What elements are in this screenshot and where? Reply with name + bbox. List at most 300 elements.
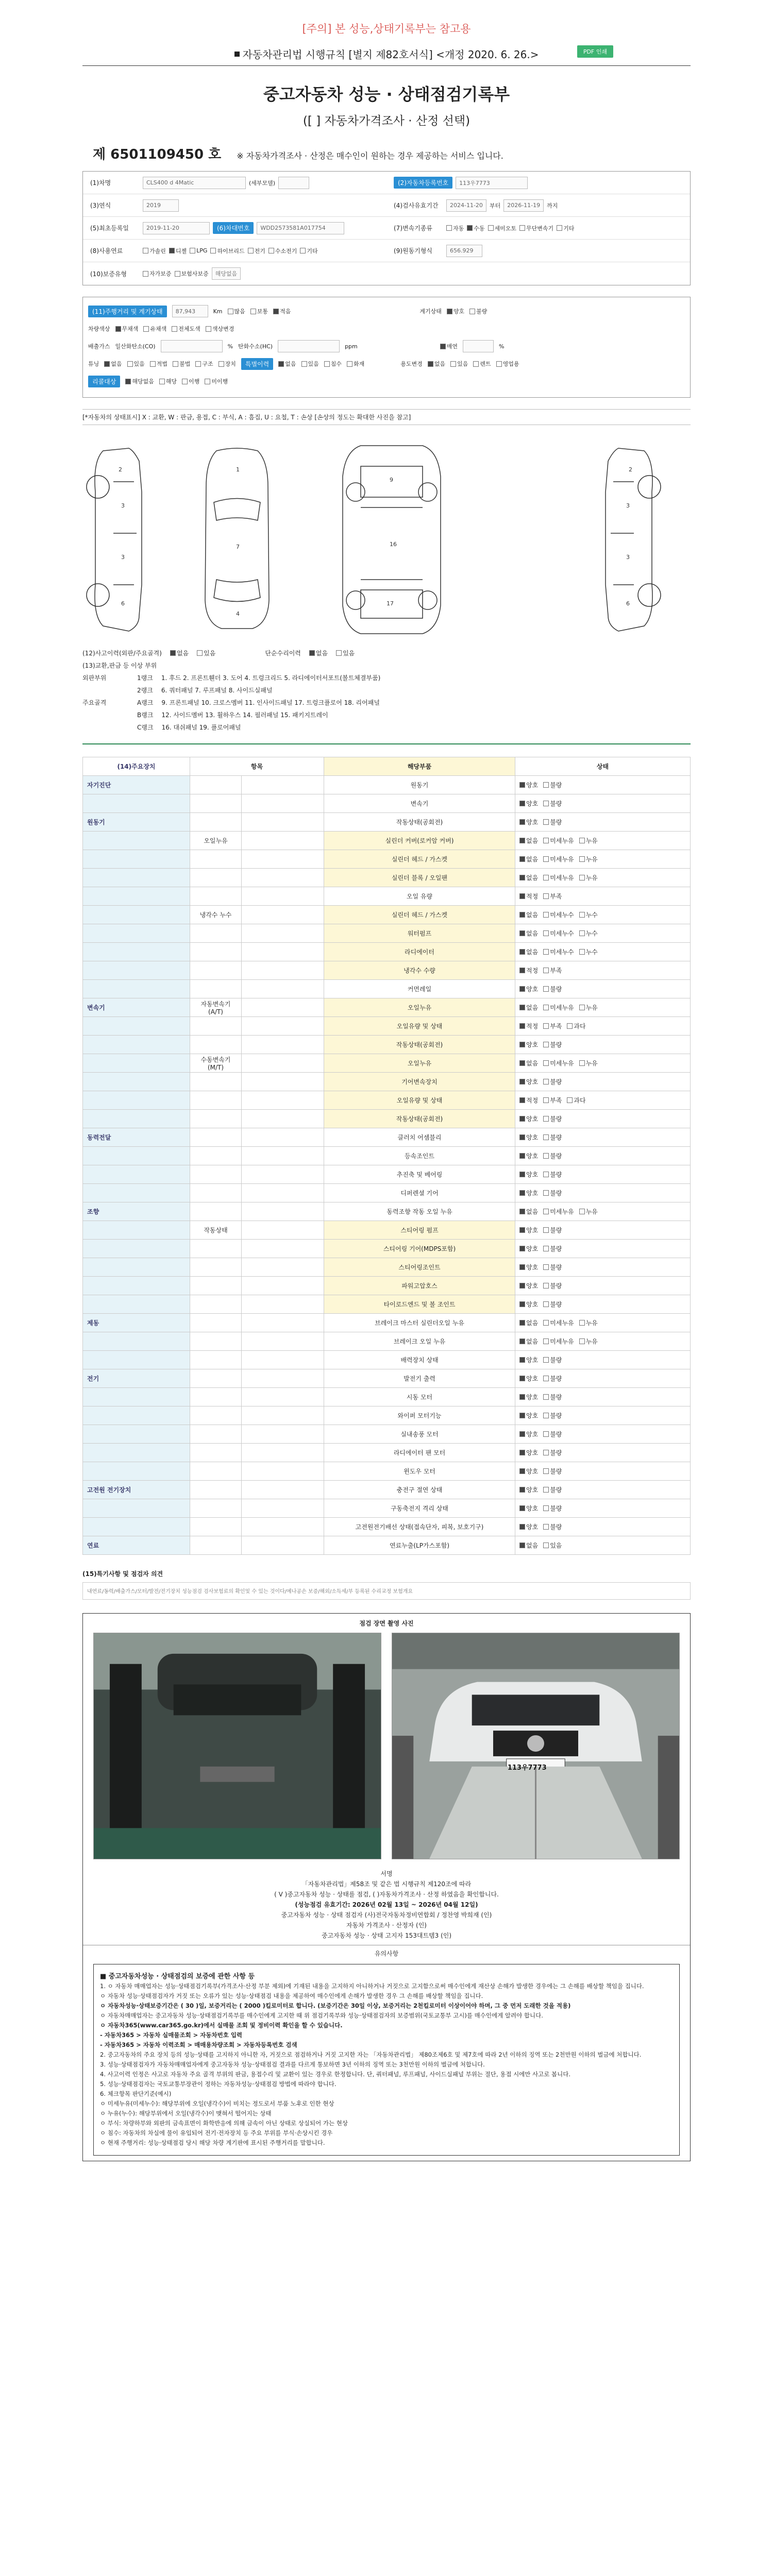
checkbox-checked-icon — [519, 930, 525, 936]
status-option[interactable] — [543, 819, 562, 826]
status-option[interactable] — [519, 1338, 538, 1345]
part-name: 디퍼렌셜 기어 — [324, 1184, 515, 1202]
fuel-option[interactable] — [268, 247, 297, 255]
status-option[interactable] — [519, 819, 538, 826]
status-options[interactable] — [515, 832, 691, 850]
status-option[interactable] — [543, 1468, 562, 1475]
status-options[interactable] — [515, 1277, 691, 1295]
gauge-opt-label: 양호 — [453, 308, 465, 315]
status-option[interactable] — [519, 1041, 538, 1048]
car-right-side-outline — [606, 448, 661, 631]
status-option[interactable] — [543, 1486, 562, 1494]
status-option[interactable] — [579, 1338, 598, 1345]
code-rank: A랭크 — [137, 699, 154, 706]
status-options[interactable] — [515, 1369, 691, 1388]
status-options[interactable] — [515, 1221, 691, 1240]
status-option[interactable] — [579, 911, 598, 919]
status-option[interactable] — [543, 986, 562, 993]
status-option[interactable] — [543, 782, 562, 789]
status-option[interactable] — [579, 1208, 598, 1215]
status-options[interactable] — [515, 850, 691, 869]
smoke-option[interactable] — [440, 342, 458, 350]
status-options[interactable] — [515, 1518, 691, 1536]
item-group — [190, 1240, 242, 1258]
status-option[interactable] — [519, 1468, 538, 1475]
status-option[interactable] — [543, 1542, 562, 1549]
status-option[interactable] — [519, 1004, 538, 1011]
trans-option[interactable] — [557, 224, 574, 232]
part-name: 오일누유 — [324, 998, 515, 1017]
status-option[interactable] — [519, 1505, 538, 1512]
status-option[interactable] — [519, 1319, 538, 1327]
item-group — [190, 1295, 242, 1314]
level-option[interactable] — [273, 307, 291, 315]
status-option[interactable] — [543, 1412, 562, 1419]
status-option[interactable] — [519, 1060, 538, 1067]
table-row — [83, 1332, 691, 1351]
checkbox-icon — [579, 1338, 585, 1344]
item-group — [190, 943, 242, 961]
status-option[interactable] — [519, 1282, 538, 1290]
status-option[interactable] — [567, 1023, 585, 1030]
tuning-option[interactable] — [219, 360, 236, 368]
status-option[interactable] — [519, 1115, 538, 1123]
special-option[interactable] — [324, 360, 342, 368]
color-option[interactable] — [115, 325, 139, 333]
status-opt-label: 양호 — [526, 986, 539, 993]
accident-option[interactable] — [170, 649, 189, 657]
smoke-field[interactable] — [463, 340, 494, 352]
part-num: 6 — [121, 600, 125, 607]
tuning-option[interactable] — [173, 360, 190, 368]
status-option[interactable] — [519, 1394, 538, 1401]
warranty-option[interactable] — [143, 269, 172, 278]
part-num: 3 — [626, 502, 630, 509]
car-name-field[interactable]: CLS400 d 4Matic — [143, 177, 246, 189]
recall-opt-label: 미이행 — [211, 378, 228, 385]
item-group — [190, 1073, 242, 1091]
status-option[interactable] — [519, 1078, 538, 1086]
status-options[interactable] — [515, 794, 691, 813]
status-option[interactable] — [543, 800, 562, 807]
inspection-photo-front — [392, 1633, 680, 1859]
car-left-side-outline — [87, 448, 142, 631]
status-opt-label: 없음 — [526, 1060, 539, 1067]
status-option[interactable] — [543, 1282, 562, 1290]
status-option[interactable] — [543, 874, 574, 882]
status-option[interactable] — [543, 1227, 562, 1234]
valid-from-field[interactable]: 2024-11-20 — [446, 199, 486, 212]
table-row — [83, 1258, 691, 1277]
status-options[interactable] — [515, 1036, 691, 1054]
recall-opt-label: 해당없음 — [132, 378, 154, 385]
status-opt-label: 미세누유 — [550, 837, 574, 844]
special-option[interactable] — [278, 360, 296, 368]
status-option[interactable] — [519, 986, 538, 993]
checkbox-checked-icon — [125, 379, 131, 384]
first-reg-field[interactable]: 2019-11-20 — [143, 222, 210, 234]
status-option[interactable] — [543, 1375, 562, 1382]
status-options[interactable] — [515, 1147, 691, 1165]
status-opt-label: 양호 — [526, 1505, 539, 1512]
table-row — [83, 1165, 691, 1184]
status-options[interactable] — [515, 1351, 691, 1369]
item-spacer — [242, 1351, 324, 1369]
color-option[interactable] — [172, 325, 200, 333]
status-option[interactable] — [519, 1486, 538, 1494]
warranty-field[interactable]: 해당없음 — [212, 267, 241, 280]
tuning-option[interactable] — [127, 360, 145, 368]
vin-field[interactable]: WDD2573581A017754 — [257, 222, 344, 234]
status-option[interactable] — [579, 837, 598, 844]
status-options[interactable] — [515, 1091, 691, 1110]
status-options[interactable] — [515, 776, 691, 794]
status-option[interactable] — [519, 1412, 538, 1419]
recall-option[interactable] — [159, 377, 177, 385]
part-name: 작동상태(공회전) — [324, 1110, 515, 1128]
item-spacer — [242, 1184, 324, 1202]
part-name: 스티어링 기어(MDPS포함) — [324, 1240, 515, 1258]
fuel-option[interactable] — [190, 247, 207, 254]
status-option[interactable] — [543, 1060, 574, 1067]
checkbox-checked-icon — [519, 1060, 525, 1066]
hc-field[interactable] — [278, 340, 340, 352]
status-option[interactable] — [543, 1523, 562, 1531]
status-option[interactable] — [543, 1041, 562, 1048]
checkbox-icon — [488, 225, 494, 231]
status-option[interactable] — [543, 948, 574, 956]
status-options[interactable] — [515, 1165, 691, 1184]
status-options[interactable] — [515, 1110, 691, 1128]
status-option[interactable] — [519, 874, 538, 882]
status-option[interactable] — [519, 1449, 538, 1456]
item-group — [190, 980, 242, 998]
status-option[interactable] — [543, 1097, 562, 1104]
status-opt-label: 불량 — [550, 1468, 562, 1475]
status-options[interactable] — [515, 1332, 691, 1351]
status-opt-label: 부족 — [550, 893, 562, 900]
valid-end-text: 까지 — [547, 202, 558, 209]
table-row — [83, 1073, 691, 1091]
status-option[interactable] — [543, 1153, 562, 1160]
checkbox-icon — [543, 1450, 549, 1455]
status-options[interactable] — [515, 1295, 691, 1314]
fuel-opt-label: LPG — [196, 247, 208, 254]
status-option[interactable] — [519, 782, 538, 789]
checkbox-icon — [543, 1413, 549, 1418]
color-option[interactable] — [143, 325, 166, 333]
checkbox-icon — [268, 248, 274, 253]
status-option[interactable] — [519, 1208, 538, 1215]
repair-option[interactable] — [309, 649, 328, 657]
status-option[interactable] — [519, 1245, 538, 1252]
status-options[interactable] — [515, 1499, 691, 1518]
status-options[interactable] — [515, 1462, 691, 1481]
status-option[interactable] — [519, 1153, 538, 1160]
status-options[interactable] — [515, 980, 691, 998]
status-option[interactable] — [543, 1134, 562, 1141]
device-category — [83, 1258, 190, 1277]
checkbox-icon — [519, 225, 525, 231]
status-option[interactable] — [519, 911, 538, 919]
status-options[interactable] — [515, 1536, 691, 1555]
tuning-option[interactable] — [195, 360, 213, 368]
tuning-option[interactable] — [150, 360, 167, 368]
status-option[interactable] — [543, 1301, 562, 1308]
status-options[interactable] — [515, 1388, 691, 1406]
checkbox-icon — [543, 1301, 549, 1307]
status-options[interactable] — [515, 1073, 691, 1091]
status-option[interactable] — [543, 1004, 574, 1011]
status-option[interactable] — [567, 1097, 585, 1104]
status-option[interactable] — [543, 1023, 562, 1030]
status-option[interactable] — [543, 1338, 574, 1345]
status-opt-label: 불량 — [550, 819, 562, 826]
status-options[interactable] — [515, 1314, 691, 1332]
status-options[interactable] — [515, 1240, 691, 1258]
use-change-option[interactable] — [450, 360, 468, 368]
status-option[interactable] — [579, 948, 598, 956]
gauge-option[interactable] — [469, 307, 487, 315]
checkbox-checked-icon — [519, 1301, 525, 1307]
fuel-option[interactable] — [210, 247, 244, 255]
co-label: 일산화탄소(CO) — [115, 343, 156, 350]
header-cell: 항목 — [190, 757, 324, 776]
odometer-badge: (11)주행거리 및 계기상태 — [88, 306, 167, 317]
status-opt-label: 과다 — [574, 1023, 586, 1030]
status-option[interactable] — [543, 1208, 574, 1215]
status-opt-label: 없음 — [526, 1338, 539, 1345]
status-options[interactable] — [515, 1425, 691, 1444]
use-change-option[interactable] — [473, 360, 491, 368]
status-option[interactable] — [519, 967, 538, 974]
table-row — [83, 980, 691, 998]
tuning-option[interactable] — [104, 360, 122, 368]
recall-option[interactable] — [205, 377, 228, 385]
status-option[interactable] — [519, 1357, 538, 1364]
device-category — [83, 1147, 190, 1165]
status-opt-label: 누수 — [585, 948, 598, 956]
table-row — [83, 832, 691, 850]
status-option[interactable] — [579, 1004, 598, 1011]
status-options[interactable] — [515, 906, 691, 924]
status-option[interactable] — [543, 1505, 562, 1512]
special-option[interactable] — [301, 360, 319, 368]
status-options[interactable] — [515, 998, 691, 1017]
checkbox-icon — [206, 326, 211, 332]
signature-heading: 서명 — [380, 1870, 393, 1877]
status-option[interactable] — [519, 948, 538, 956]
status-opt-label: 양호 — [526, 1041, 539, 1048]
detail-model-field[interactable] — [278, 177, 309, 189]
status-options[interactable] — [515, 924, 691, 943]
status-options[interactable] — [515, 1481, 691, 1499]
checkbox-icon — [543, 1505, 549, 1511]
part-name: 파워고압호스 — [324, 1277, 515, 1295]
status-option[interactable] — [579, 856, 598, 863]
gauge-option[interactable] — [447, 307, 464, 315]
status-option[interactable] — [579, 1060, 598, 1067]
status-options[interactable] — [515, 1444, 691, 1462]
table-row — [83, 1295, 691, 1314]
use-change-option[interactable] — [496, 360, 519, 368]
device-category — [83, 1110, 190, 1128]
table-row — [83, 1036, 691, 1054]
checkbox-icon — [228, 309, 233, 314]
status-options[interactable] — [515, 813, 691, 832]
status-option[interactable] — [519, 1264, 538, 1271]
status-option[interactable] — [519, 1023, 538, 1030]
status-option[interactable] — [519, 1301, 538, 1308]
note-line: 2. 중고자동차의 주요 장치 등의 성능·상태를 고지하지 아니한 자, 거짓으로 점검하거나 거짓 고지한 자는 「자동차관리법」 제80조제6호 및 제7호에 따라 2년 이하의 징역 또는 2천만원 이하의 벌금에 처합니다. — [100, 2051, 642, 2058]
status-options[interactable] — [515, 1128, 691, 1147]
status-option[interactable] — [543, 1078, 562, 1086]
part-name: 변속기 — [324, 794, 515, 813]
status-options[interactable] — [515, 943, 691, 961]
status-option[interactable] — [519, 800, 538, 807]
checkbox-checked-icon — [519, 1468, 525, 1474]
status-option[interactable] — [543, 893, 562, 900]
table-row — [83, 1536, 691, 1555]
level-option[interactable] — [228, 307, 245, 315]
status-options[interactable] — [515, 1017, 691, 1036]
recall-option[interactable] — [125, 377, 154, 385]
status-option[interactable] — [543, 1394, 562, 1401]
status-option[interactable] — [543, 911, 574, 919]
note-line: 1. ㅇ 자동차 매매업자는 성능·상태점검기록부(가격조사·산정 부분 제외)에 기재된 내용을 고지하지 아니하거나 거짓으로 고지함으로써 매수인에게 재산상 손해가 발생한 경우에는 그 손해를 배상할 책임을 집니다. — [100, 1982, 644, 1990]
status-opt-label: 미세누유 — [550, 1060, 574, 1067]
status-option[interactable] — [543, 856, 574, 863]
color-option[interactable] — [206, 325, 234, 333]
status-options[interactable] — [515, 1184, 691, 1202]
checkbox-icon — [579, 1005, 585, 1010]
status-options[interactable] — [515, 1054, 691, 1073]
status-option[interactable] — [543, 1319, 574, 1327]
status-opt-label: 적정 — [526, 1023, 539, 1030]
fuel-option[interactable] — [169, 247, 187, 255]
status-opt-label: 미세누유 — [550, 1319, 574, 1327]
status-option[interactable] — [543, 1357, 562, 1364]
status-option[interactable] — [519, 1227, 538, 1234]
status-option[interactable] — [519, 1375, 538, 1382]
part-name: 실린더 헤드 / 가스켓 — [324, 850, 515, 869]
sig-validity: (성능점검 유효기간: 2026년 02월 13일 ~ 2026년 04월 12일) — [295, 1901, 478, 1908]
trans-option[interactable] — [519, 224, 553, 232]
reg-no-field[interactable]: 113우7773 — [456, 177, 528, 189]
status-option[interactable] — [543, 1449, 562, 1456]
status-option[interactable] — [543, 1190, 562, 1197]
status-option[interactable] — [543, 1115, 562, 1123]
status-option[interactable] — [519, 1097, 538, 1104]
print-button[interactable]: PDF 인쇄 — [577, 45, 613, 58]
status-option[interactable] — [579, 1319, 598, 1327]
item-group — [190, 1091, 242, 1110]
fuel-option[interactable] — [248, 247, 265, 255]
accident-opt-label: 있음 — [204, 649, 216, 657]
status-option[interactable] — [519, 893, 538, 900]
item-group: 자동변속기(A/T) — [190, 998, 242, 1017]
special-opt-label: 화재 — [354, 361, 365, 367]
car-top-outline — [205, 448, 269, 629]
page-title: 중고자동차 성능 · 상태점검기록부 — [263, 84, 510, 104]
table-row — [83, 1221, 691, 1240]
repair-option[interactable] — [336, 649, 355, 657]
status-option[interactable] — [519, 930, 538, 937]
level-option[interactable] — [250, 307, 268, 315]
checkbox-icon — [543, 1431, 549, 1437]
accident-option[interactable] — [197, 649, 215, 657]
checkbox-icon — [173, 361, 178, 367]
status-option[interactable] — [543, 1264, 562, 1271]
status-option[interactable] — [579, 930, 598, 937]
special-opt-label: 없음 — [285, 361, 296, 367]
status-option[interactable] — [519, 837, 538, 844]
note-line: ㅇ 자동차365(www.car365.go.kr)에서 실매물 조회 및 정비이력 확인을 할 수 있습니다. — [100, 2022, 343, 2029]
status-option[interactable] — [519, 1523, 538, 1531]
status-option[interactable] — [519, 1190, 538, 1197]
warranty-option[interactable] — [175, 269, 209, 278]
fuel-option[interactable] — [300, 247, 317, 255]
status-option[interactable] — [543, 1431, 562, 1438]
trans-option[interactable] — [488, 224, 517, 232]
status-option[interactable] — [543, 1171, 562, 1178]
status-option[interactable] — [519, 1431, 538, 1438]
special-option[interactable] — [347, 360, 364, 368]
status-option[interactable] — [543, 837, 574, 844]
lift-photo-icon — [94, 1633, 381, 1859]
item-spacer — [242, 1036, 324, 1054]
checkbox-checked-icon — [519, 1097, 525, 1103]
status-options[interactable] — [515, 887, 691, 906]
km-field[interactable]: 87,943 — [172, 305, 208, 317]
status-option[interactable] — [519, 856, 538, 863]
table-row — [83, 776, 691, 794]
status-option[interactable] — [519, 1171, 538, 1178]
use-change-option[interactable] — [428, 360, 445, 368]
recall-option[interactable] — [182, 377, 199, 385]
status-option[interactable] — [543, 1245, 562, 1252]
checkbox-icon — [579, 949, 585, 955]
status-options[interactable] — [515, 1406, 691, 1425]
status-option[interactable] — [543, 967, 562, 974]
use-change-opt-label: 영업용 — [502, 361, 519, 367]
status-opt-label: 누유 — [585, 874, 598, 882]
trans-option[interactable] — [446, 224, 464, 232]
trans-option[interactable] — [467, 224, 484, 232]
year-field[interactable]: 2019 — [143, 199, 179, 212]
status-option[interactable] — [519, 1134, 538, 1141]
item-group — [190, 1406, 242, 1425]
table-row — [83, 813, 691, 832]
fuel-option[interactable] — [143, 247, 166, 255]
item-group — [190, 1165, 242, 1184]
status-opt-label: 불량 — [550, 1412, 562, 1419]
status-options[interactable] — [515, 1202, 691, 1221]
first-reg-label: (5)최초등록일 — [90, 225, 129, 232]
status-option[interactable] — [543, 930, 574, 937]
part-num: 3 — [626, 554, 630, 561]
caution-heading: 유의사항 — [83, 1945, 690, 1959]
motor-field[interactable]: 656.929 — [446, 245, 482, 257]
status-options[interactable] — [515, 869, 691, 887]
valid-label: (4)검사유효기간 — [394, 202, 439, 209]
valid-to-field[interactable]: 2026-11-19 — [503, 199, 544, 212]
status-option[interactable] — [579, 874, 598, 882]
co-field[interactable] — [161, 340, 223, 352]
status-option[interactable] — [519, 1542, 538, 1549]
status-options[interactable] — [515, 1258, 691, 1277]
status-options[interactable] — [515, 961, 691, 980]
